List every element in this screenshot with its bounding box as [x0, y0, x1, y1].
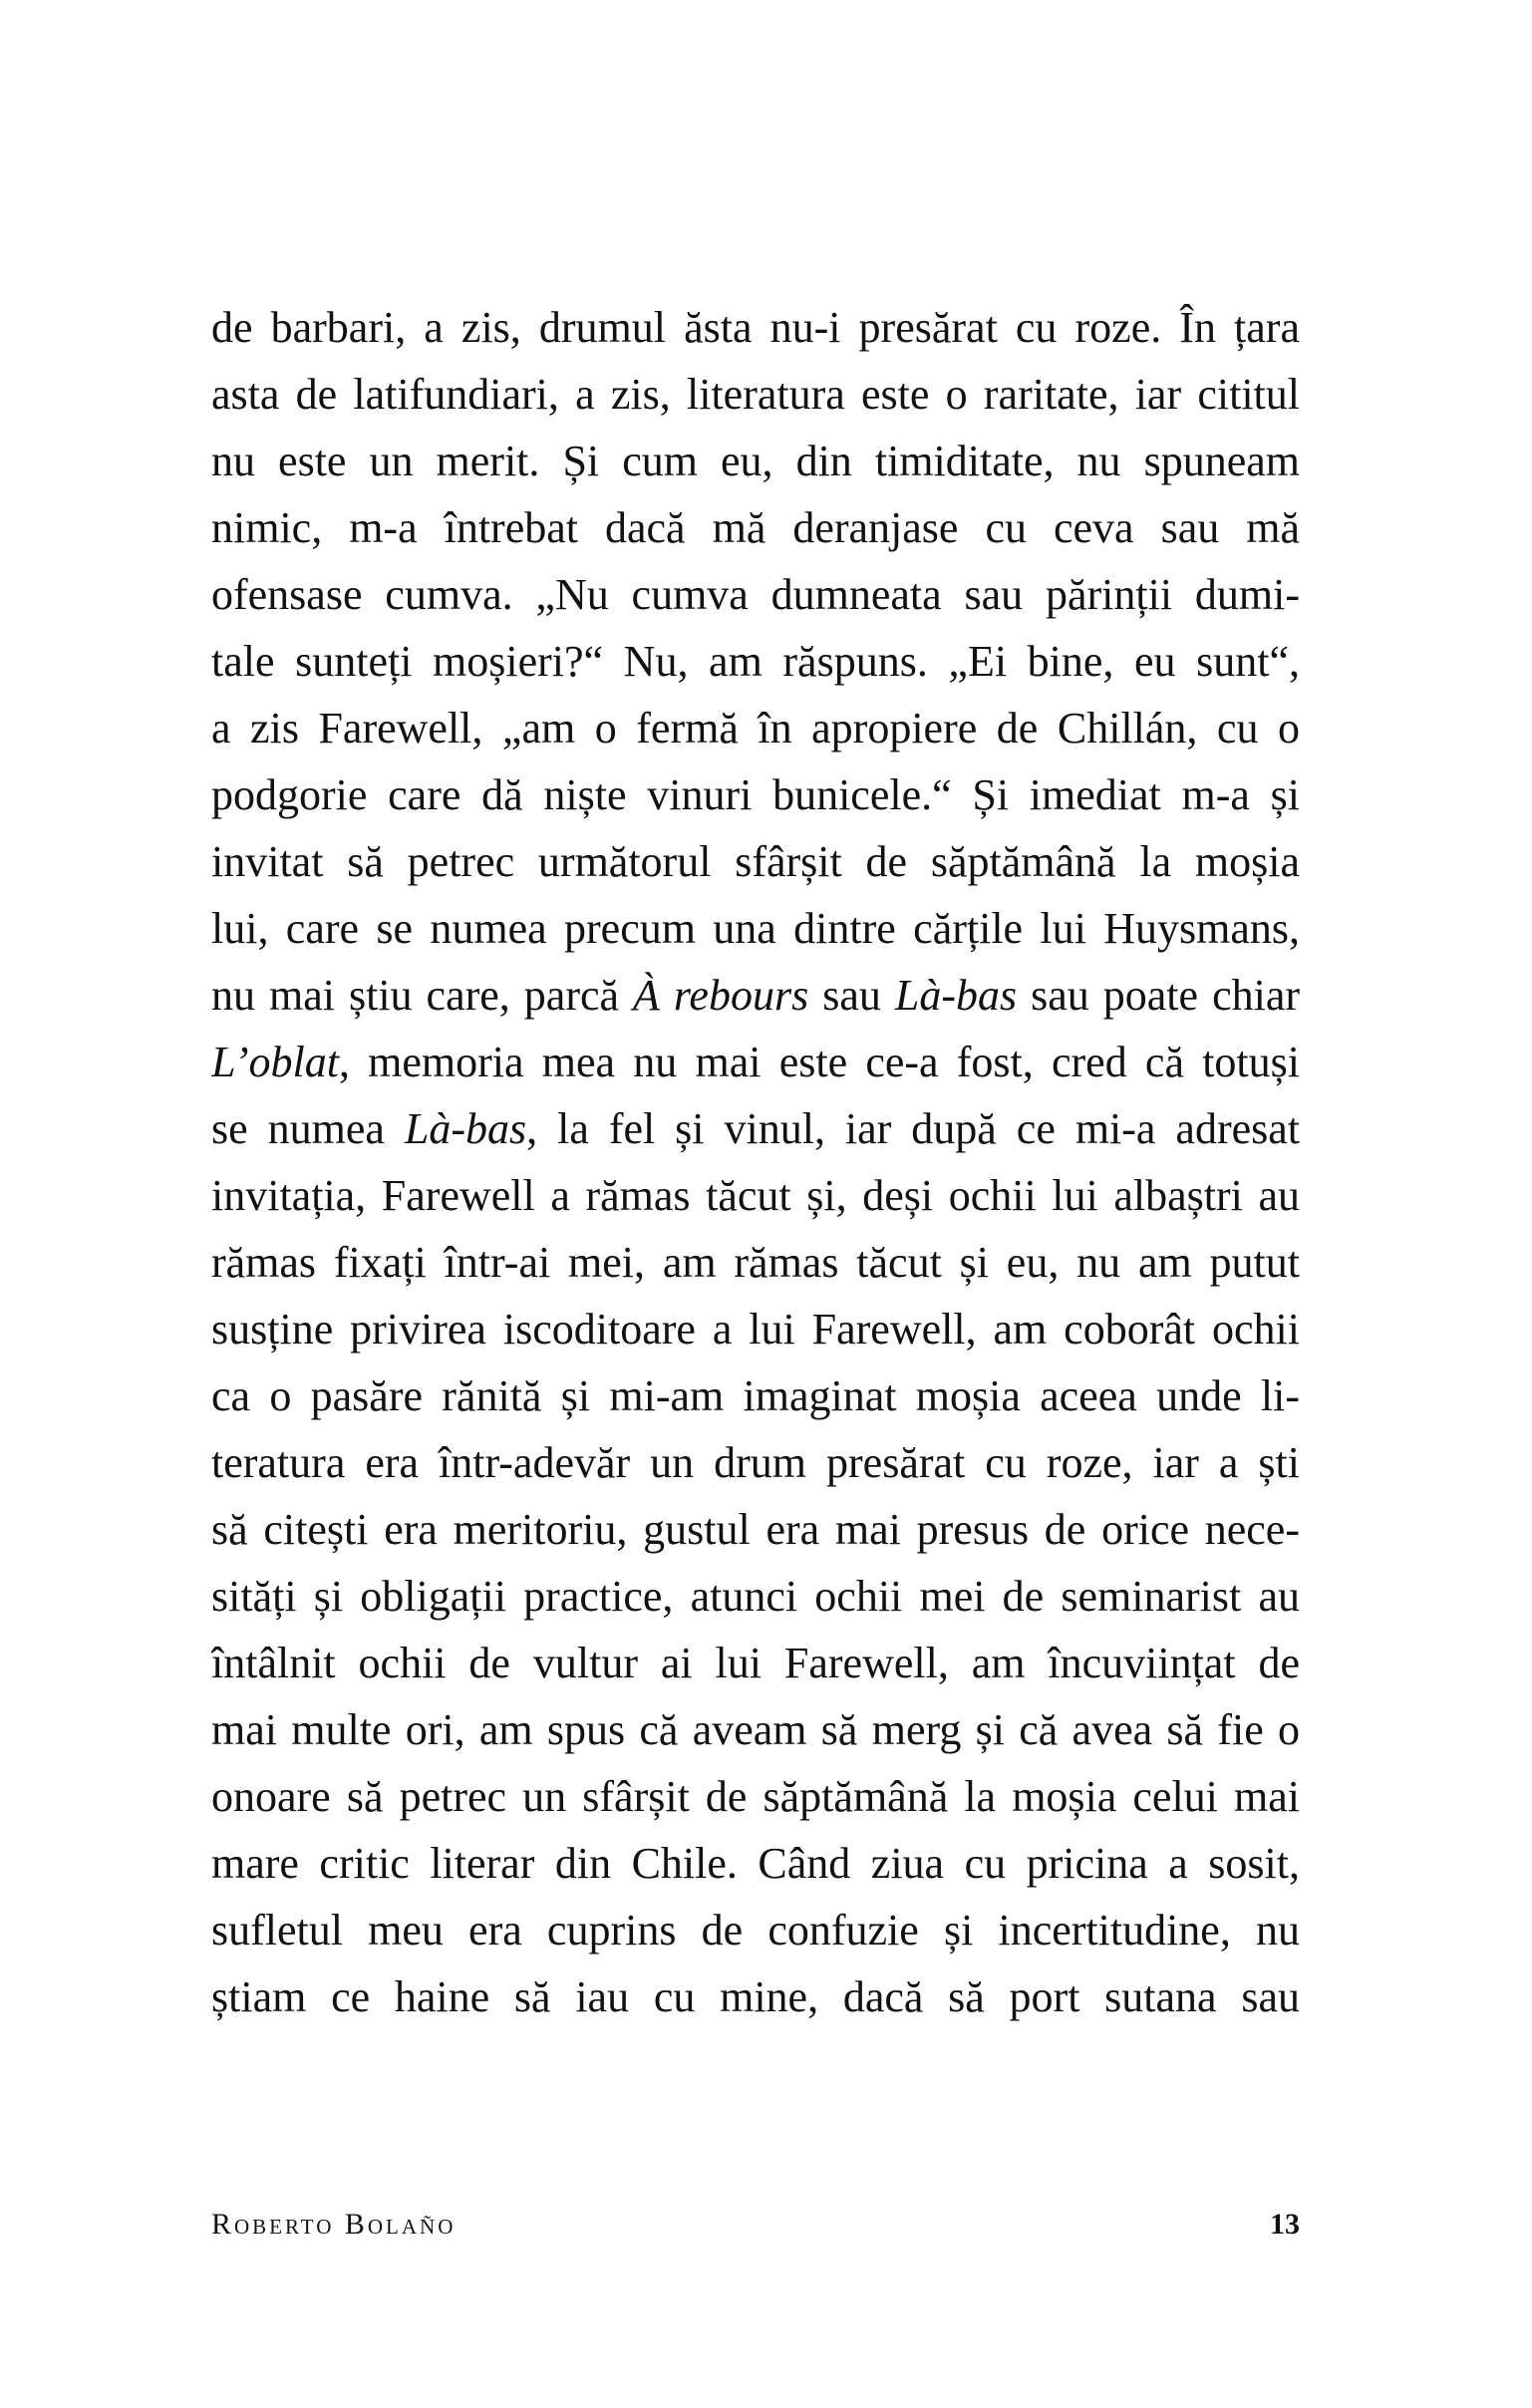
text-line	[211, 1496, 1300, 1563]
running-footer-author: Roberto Bolaño	[211, 2208, 457, 2241]
italic-title: Là-bas	[894, 971, 1018, 1020]
text-segment: asta de latifundiari, a zis, literatura este o raritate, iar cititul	[211, 370, 1300, 419]
text-segment: întâlnit ochii de vultur ai lui Farewell, am încuviințat de	[211, 1639, 1300, 1687]
text-segment: onoare să petrec un sfârșit de săptămână la moșia celui mai	[211, 1772, 1300, 1821]
text-line	[211, 1830, 1300, 1897]
text-line	[211, 361, 1300, 428]
italic-title: À rebours	[633, 971, 809, 1020]
text-line	[211, 1095, 1300, 1162]
text-segment: invitația, Farewell a rămas tăcut și, deși ochii lui albaștri au	[211, 1171, 1300, 1220]
text-segment: ofensase cumva. „Nu cumva dumneata sau părinții dumi-	[211, 570, 1300, 619]
text-line	[211, 294, 1300, 361]
text-segment: sități și obligații practice, atunci ochii mei de seminarist au	[211, 1572, 1300, 1621]
text-segment: nu mai știu care, parcă	[211, 971, 634, 1020]
text-segment: , memoria mea nu mai este ce-a fost, cred că totuși	[338, 1038, 1300, 1086]
text-segment: de barbari, a zis, drumul ăsta nu-i presărat cu roze. În țara	[211, 303, 1300, 352]
text-segment: podgorie care dă niște vinuri bunicele.“ Și imediat m-a și	[211, 770, 1300, 819]
text-line	[211, 428, 1300, 494]
text-segment: sau poate chiar	[1017, 971, 1300, 1020]
text-segment: știam ce haine să iau cu mine, dacă să port sutana sau	[211, 1972, 1300, 2021]
text-segment: să citești era meritoriu, gustul era mai presus de orice nece-	[211, 1505, 1300, 1554]
text-line	[211, 1763, 1300, 1830]
text-line	[211, 1563, 1300, 1630]
text-segment: susține privirea iscoditoare a lui Farewell, am coborât ochii	[211, 1305, 1300, 1354]
text-segment: tale sunteți moșieri?“ Nu, am răspuns. „Ei bine, eu sunt“,	[211, 637, 1300, 686]
page-footer	[211, 2205, 1300, 2245]
text-segment: mai multe ori, am spus că aveam să merg și că avea să fie o	[211, 1705, 1300, 1754]
text-segment: teratura era într-adevăr un drum presărat cu roze, iar a ști	[211, 1438, 1300, 1487]
text-segment: sau	[808, 971, 895, 1020]
text-line	[211, 1429, 1300, 1496]
text-line	[211, 1029, 1300, 1095]
text-line	[211, 628, 1300, 695]
text-segment: mare critic literar din Chile. Când ziua cu pricina a sosit,	[211, 1839, 1300, 1888]
text-segment: a zis Farewell, „am o fermă în apropiere de Chillán, cu o	[211, 704, 1300, 752]
text-line	[211, 828, 1300, 895]
text-line	[211, 1362, 1300, 1429]
text-segment: nu este un merit. Și cum eu, din timiditate, nu spuneam	[211, 437, 1300, 485]
body-text	[211, 294, 1300, 2030]
text-segment: lui, care se numea precum una dintre cărțile lui Huysmans,	[211, 904, 1300, 953]
text-segment: nimic, m-a întrebat dacă mă deranjase cu ceva sau mă	[211, 503, 1300, 552]
text-segment: invitat să petrec următorul sfârșit de săptămână la moșia	[211, 837, 1300, 886]
text-line	[211, 1296, 1300, 1362]
text-segment: rămas fixați într-ai mei, am rămas tăcut și eu, nu am putut	[211, 1238, 1300, 1287]
italic-title: L’oblat	[211, 1038, 339, 1086]
text-line	[211, 895, 1300, 962]
text-line	[211, 761, 1300, 828]
text-segment: se numea	[211, 1104, 405, 1153]
text-line	[211, 962, 1300, 1029]
text-line	[211, 1696, 1300, 1763]
text-line	[211, 1229, 1300, 1296]
text-line	[211, 494, 1300, 561]
page-number: 13	[1270, 2208, 1300, 2241]
text-segment: sufletul meu era cuprins de confuzie și incertitudine, nu	[211, 1906, 1300, 1955]
text-line	[211, 1963, 1300, 2030]
text-line	[211, 1162, 1300, 1229]
text-line	[211, 1630, 1300, 1696]
text-line	[211, 1897, 1300, 1963]
italic-title: Là-bas	[404, 1104, 527, 1153]
text-line	[211, 695, 1300, 761]
text-segment: ca o pasăre rănită și mi-am imaginat moșia aceea unde li-	[211, 1371, 1300, 1420]
text-line	[211, 561, 1300, 628]
text-segment: , la fel și vinul, iar după ce mi-a adresat	[526, 1104, 1300, 1153]
